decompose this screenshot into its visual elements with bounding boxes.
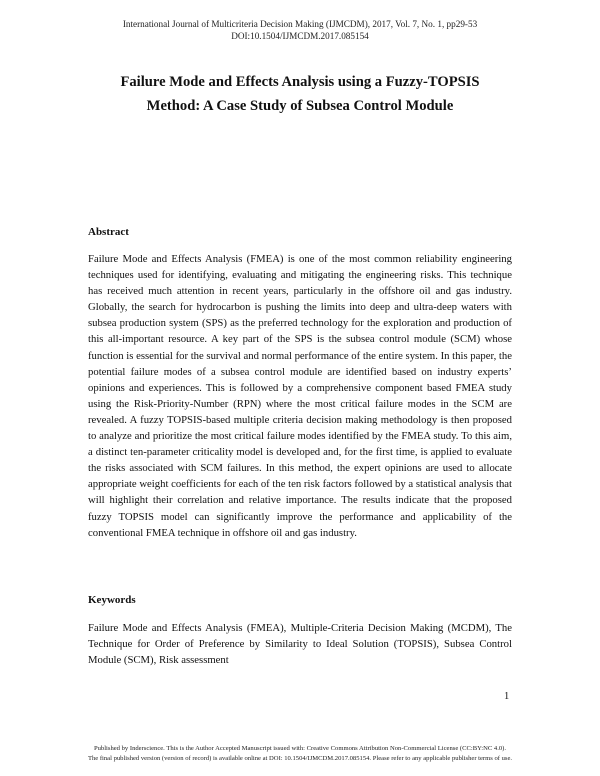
doi-line: DOI:10.1504/IJMCDM.2017.085154 (231, 31, 369, 41)
license-footer (0, 744, 600, 763)
abstract-text: Failure Mode and Effects Analysis (FMEA) is one of the most common reliability engineering techniques used for identifying, evaluating and mitigating the engineering risks. This technique has received much attention in recent years, particularly in the offshore oil and gas industry. Globally, the search for hydrocarbon is pushing the limits into deep and ultra-deep waters with subsea production system (SPS) as the preferred technology for the exploration and production of this all-important resource. A key part of the SPS is the subsea control module (SCM) whose function is essential for the survival and normal performance of the entire system. In this paper, the potential failure modes of a subsea control module are identified based on industry experts’ opinions and experiences. This is followed by a comprehensive component based FMEA study using the Risk-Priority-Number (RPN) where the most critical failure modes in the SCM are revealed. A fuzzy TOPSIS-based multiple criteria decision making methodology is then proposed to analyze and prioritize the most critical failure modes identified by the FMEA study. To this aim, a distinct ten-parameter criticality model is developed and, for the first time, is applied to evaluate the risks associated with SCM failures. In this method, the expert opinions are used to allocate appropriate weight coefficients for each of the ten risk factors followed by a statistical analysis that will highlight their correlation and relative importance. The results indicate that the proposed fuzzy TOPSIS model can significantly improve the performance and applicability of the conventional FMEA technique in offshore oil and gas industry. (88, 253, 512, 539)
paper-title (60, 70, 540, 118)
running-header (0, 18, 600, 42)
abstract-heading: Abstract (88, 226, 129, 238)
footer-version-line: The final published version (version of record) is available online at DOI: 10.1504/IJMCDM.2017.085154. Please refer to any applicable publisher terms of use. (87, 754, 513, 762)
keywords-heading: Keywords (88, 594, 136, 606)
title-line-1: Failure Mode and Effects Analysis using a Fuzzy-TOPSIS (120, 74, 480, 90)
page-number: 1 (504, 691, 510, 702)
keywords-text: Failure Mode and Effects Analysis (FMEA), Multiple-Criteria Decision Making (MCDM), The Technique for Order of Preference by Similarity to Ideal Solution (TOPSIS), Subsea Control Module (SCM), Risk assessment (88, 622, 512, 667)
title-line-2: Method: A Case Study of Subsea Control Module (146, 98, 454, 114)
footer-license-line: Published by Inderscience. This is the Author Accepted Manuscript issued with: Creative Commons Attribution Non-Commercial License (CC:BY:NC 4.0). (93, 745, 507, 752)
journal-citation: International Journal of Multicriteria Decision Making (IJMCDM), 2017, Vol. 7, No. 1, pp29-53 (122, 19, 478, 29)
